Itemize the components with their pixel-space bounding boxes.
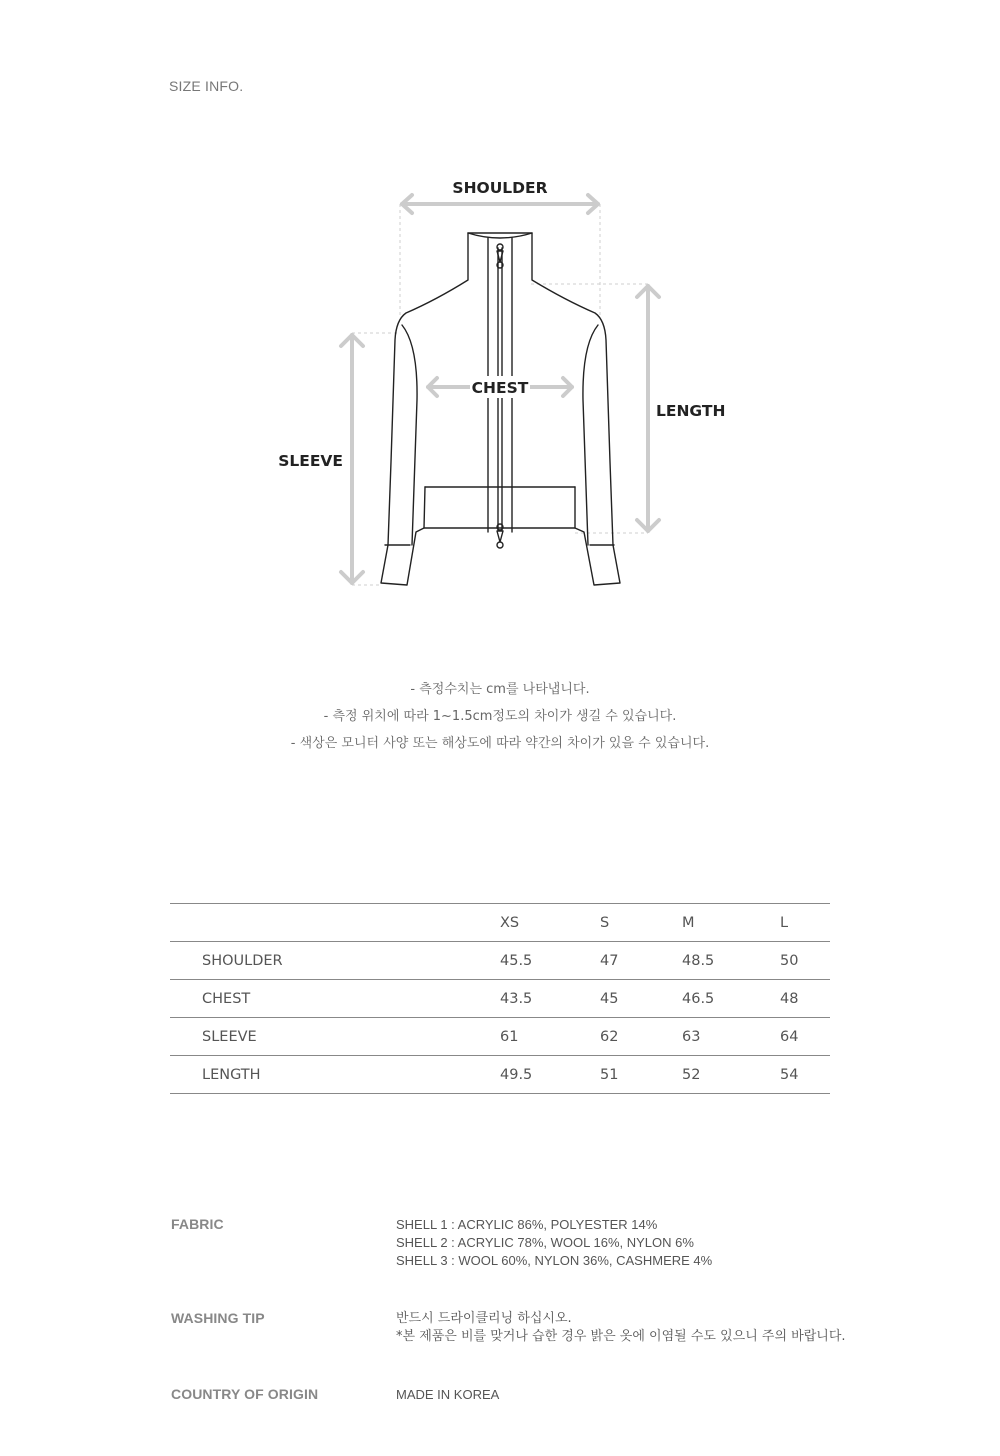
table-cell: 62 bbox=[600, 1018, 682, 1056]
table-cell: 45 bbox=[600, 980, 682, 1018]
washing-line: 반드시 드라이클리닝 하십시오. bbox=[396, 1311, 572, 1326]
header-cell bbox=[170, 904, 500, 942]
washing-value bbox=[396, 1310, 896, 1346]
row-label: SLEEVE bbox=[170, 1018, 500, 1056]
washing-line: *본 제품은 비를 맞거나 습한 경우 밝은 옷에 이염될 수도 있으니 주의 바랍니다. bbox=[396, 1329, 846, 1344]
fabric-line: SHELL 3 : WOOL 60%, NYLON 36%, CASHMERE 4% bbox=[396, 1253, 713, 1268]
fabric-line: SHELL 1 : ACRYLIC 86%, POLYESTER 14% bbox=[396, 1217, 658, 1232]
table-row bbox=[170, 942, 830, 980]
table-cell: 52 bbox=[682, 1056, 780, 1094]
table-cell: 49.5 bbox=[500, 1056, 600, 1094]
origin-label: COUNTRY OF ORIGIN bbox=[171, 1386, 319, 1402]
jacket-illustration bbox=[381, 233, 620, 585]
table-cell: 61 bbox=[500, 1018, 600, 1056]
shoulder-arrow bbox=[402, 195, 598, 213]
table-cell: 54 bbox=[780, 1056, 830, 1094]
washing-label: WASHING TIP bbox=[171, 1310, 265, 1326]
header-cell: XS bbox=[500, 904, 600, 942]
origin-value: MADE IN KOREA bbox=[396, 1387, 500, 1402]
fabric-label: FABRIC bbox=[171, 1216, 224, 1232]
table-row bbox=[170, 1018, 830, 1056]
section-title: SIZE INFO. bbox=[169, 78, 244, 94]
label-length: LENGTH bbox=[656, 402, 726, 420]
table-cell: 43.5 bbox=[500, 980, 600, 1018]
fabric-value bbox=[396, 1216, 896, 1270]
table-row bbox=[170, 1056, 830, 1094]
table-cell: 51 bbox=[600, 1056, 682, 1094]
table-cell: 50 bbox=[780, 942, 830, 980]
table-row bbox=[170, 980, 830, 1018]
table-cell: 45.5 bbox=[500, 942, 600, 980]
table-cell: 63 bbox=[682, 1018, 780, 1056]
note-line: - 측정수치는 cm를 나타냅니다. bbox=[410, 682, 590, 697]
row-label: SHOULDER bbox=[170, 942, 500, 980]
table-cell: 46.5 bbox=[682, 980, 780, 1018]
row-label: LENGTH bbox=[170, 1056, 500, 1094]
row-label: CHEST bbox=[170, 980, 500, 1018]
table-cell: 48 bbox=[780, 980, 830, 1018]
label-sleeve: SLEEVE bbox=[278, 452, 343, 470]
table-cell: 48.5 bbox=[682, 942, 780, 980]
label-chest: CHEST bbox=[471, 379, 529, 397]
size-diagram bbox=[0, 0, 1000, 640]
fabric-line: SHELL 2 : ACRYLIC 78%, WOOL 16%, NYLON 6% bbox=[396, 1235, 694, 1250]
note-line: - 측정 위치에 따라 1~1.5cm정도의 차이가 생길 수 있습니다. bbox=[323, 709, 677, 724]
note-line: - 색상은 모니터 사양 또는 해상도에 따라 약간의 차이가 있을 수 있습니다. bbox=[290, 736, 710, 751]
size-table bbox=[170, 903, 830, 1094]
table-cell: 64 bbox=[780, 1018, 830, 1056]
table-cell: 47 bbox=[600, 942, 682, 980]
table-header-row bbox=[170, 904, 830, 942]
measurement-notes bbox=[0, 680, 1000, 761]
header-cell: L bbox=[780, 904, 830, 942]
sleeve-arrow bbox=[341, 335, 363, 583]
header-cell: M bbox=[682, 904, 780, 942]
label-shoulder: SHOULDER bbox=[452, 179, 548, 197]
header-cell: S bbox=[600, 904, 682, 942]
